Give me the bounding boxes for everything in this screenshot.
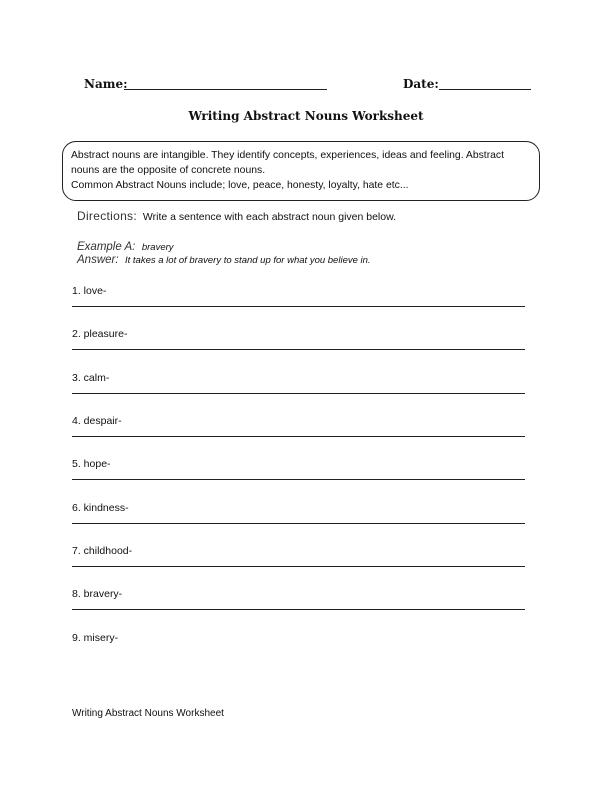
question-label: 5. hope- — [72, 458, 111, 470]
question-item — [72, 371, 525, 385]
question-item — [72, 284, 525, 298]
header-row — [0, 74, 612, 94]
question-item — [72, 414, 525, 428]
question-label: 9. misery- — [72, 632, 119, 644]
footer-text: Writing Abstract Nouns Worksheet — [72, 708, 224, 719]
name-blank-line[interactable] — [124, 89, 327, 90]
question-item — [72, 631, 525, 645]
question-label: 6. kindness- — [72, 502, 129, 514]
directions-label: Directions: — [77, 209, 137, 223]
example-block — [77, 239, 371, 265]
answer-line[interactable] — [72, 523, 525, 524]
date-label: Date: — [403, 77, 439, 91]
question-item — [72, 587, 525, 601]
question-label: 4. despair- — [72, 415, 122, 427]
question-item — [72, 501, 525, 515]
info-line: Abstract nouns are intangible. They identify concepts, experiences, ideas and feeling. Abstract — [71, 150, 505, 161]
answer-line[interactable] — [72, 609, 525, 610]
question-label: 2. pleasure- — [72, 328, 128, 340]
answer-line[interactable] — [72, 436, 525, 437]
question-item — [72, 457, 525, 471]
directions-text: Write a sentence with each abstract noun given below. — [142, 211, 397, 223]
example-word: bravery — [141, 242, 174, 253]
worksheet-title: Writing Abstract Nouns Worksheet — [188, 109, 424, 123]
directions — [77, 209, 396, 223]
answer-text: It takes a lot of bravery to stand up for what you believe in. — [125, 255, 371, 266]
info-line: nouns are the opposite of concrete nouns. — [71, 165, 266, 176]
question-item — [72, 327, 525, 341]
example-label: Example A: — [77, 241, 136, 253]
answer-label: Answer: — [77, 254, 119, 266]
info-line: Common Abstract Nouns include; love, peace, honesty, loyalty, hate etc... — [71, 180, 409, 191]
question-label: 3. calm- — [72, 372, 110, 384]
answer-line[interactable] — [72, 306, 525, 307]
name-label: Name: — [84, 77, 128, 91]
date-blank-line[interactable] — [439, 89, 531, 90]
answer-line[interactable] — [72, 566, 525, 567]
question-item — [72, 544, 525, 558]
answer-line[interactable] — [72, 479, 525, 480]
answer-line[interactable] — [72, 349, 525, 350]
info-box — [62, 141, 540, 201]
question-label: 1. love- — [72, 285, 107, 297]
answer-line[interactable] — [72, 393, 525, 394]
question-label: 7. childhood- — [72, 545, 133, 557]
question-label: 8. bravery- — [72, 588, 123, 600]
